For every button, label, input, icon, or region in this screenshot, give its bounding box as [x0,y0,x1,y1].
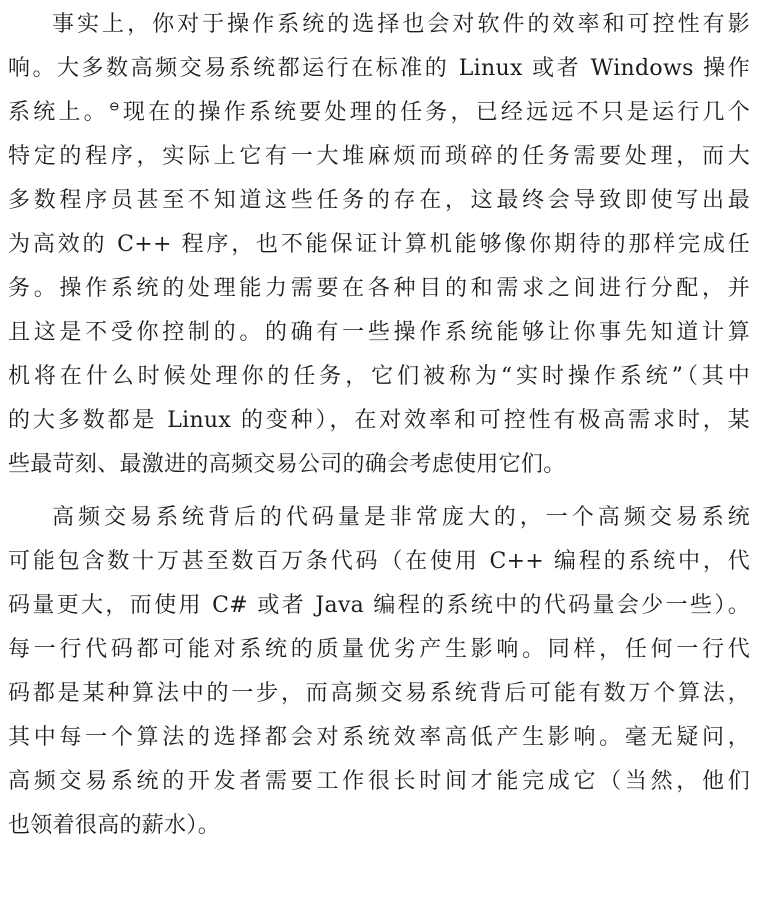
paragraph-1-line-3-text-b: 现在的操作系统要处理的任务，已经远远不只是运行几个 [120,100,750,125]
paragraph-2-line-3: 码量更大，而使用 C# 或者 Java 编程的系统中的代码量会少一些）。 [8,593,750,618]
paragraph-2-line-5: 码都是某种算法中的一步，而高频交易系统背后可能有数万个算法， [8,681,750,706]
paragraph-2-line-8: 也领着很高的薪水）。 [8,813,221,838]
paragraph-1-line-3-text-a: 系统上。 [8,100,109,125]
paragraph-1-line-5: 多数程序员甚至不知道这些任务的存在，这最终会导致即使写出最 [8,188,750,213]
paragraph-2-line-6: 其中每一个算法的选择都会对系统效率高低产生影响。毫无疑问， [8,725,750,750]
paragraph-1-line-11: 些最苛刻、最激进的高频交易公司的确会考虑使用它们。 [8,452,566,477]
paragraph-2-line-1: 高频交易系统背后的代码量是非常庞大的，一个高频交易系统 [52,505,750,530]
footnote-marker: ⊖ [108,99,121,115]
paragraph-1-line-1: 事实上，你对于操作系统的选择也会对软件的效率和可控性有影 [52,12,750,37]
paragraph-2-line-4: 每一行代码都可能对系统的质量优劣产生影响。同样，任何一行代 [8,637,750,662]
paragraph-1-line-6: 为高效的 C++ 程序，也不能保证计算机能够像你期待的那样完成任 [8,232,750,257]
paragraph-2-line-7: 高频交易系统的开发者需要工作很长时间才能完成它（当然，他们 [8,769,750,794]
paragraph-1-line-8: 且这是不受你控制的。的确有一些操作系统能够让你事先知道计算 [8,320,750,345]
paragraph-1-line-10: 的大多数都是 Linux 的变种），在对效率和可控性有极高需求时，某 [8,408,750,433]
paragraph-1-line-9: 机将在什么时候处理你的任务，它们被称为“实时操作系统”（其中 [8,364,750,389]
paragraph-1-line-3 [8,93,750,133]
paragraph-1-line-2: 响。大多数高频交易系统都运行在标准的 Linux 或者 Windows 操作 [8,56,750,81]
paragraph-1-line-4: 特定的程序，实际上它有一大堆麻烦而琐碎的任务需要处理，而大 [8,144,750,169]
paragraph-1-line-7: 务。操作系统的处理能力需要在各种目的和需求之间进行分配，并 [8,276,750,301]
paragraph-2-line-2: 可能包含数十万甚至数百万条代码（在使用 C++ 编程的系统中，代 [8,549,750,574]
